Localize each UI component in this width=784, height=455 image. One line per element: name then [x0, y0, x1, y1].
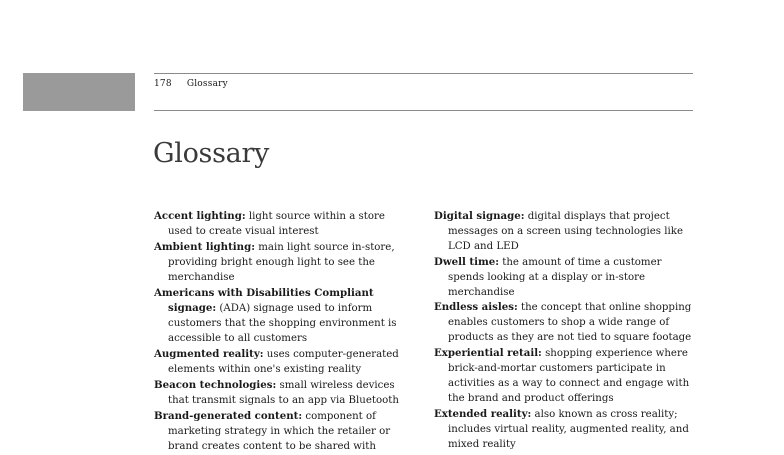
- header-rule-bottom: [154, 110, 693, 111]
- glossary-term: Beacon technologies:: [154, 378, 277, 391]
- glossary-term: Augmented reality:: [154, 348, 264, 361]
- section-name: Glossary: [186, 79, 228, 89]
- glossary-term: Endless aisles:: [434, 301, 518, 314]
- glossary-term: Extended reality:: [434, 407, 532, 420]
- glossary-definition: small wireless devices that transmit signals to an app via Bluetooth: [168, 379, 399, 406]
- glossary-definition: shopping experience where brick-and-mortar customers participate in activities as a way to connect and engage with the brand and product offerings: [448, 348, 690, 404]
- glossary-definition: light source within a store used to create visual interest: [168, 211, 385, 237]
- running-head: [154, 79, 228, 89]
- glossary-entry: [434, 346, 696, 407]
- glossary-definition: main light source in-store, providing bright enough light to see the merchandise: [168, 241, 395, 283]
- glossary-column-right: [434, 209, 696, 453]
- glossary-entry: [434, 209, 696, 255]
- glossary-term: Dwell time:: [434, 255, 499, 268]
- glossary-column-left: [154, 209, 409, 455]
- glossary-term: Americans with Disabilities Compliant signage:: [154, 286, 374, 315]
- chapter-tab-block: [23, 73, 135, 111]
- glossary-term: Ambient lighting:: [154, 240, 255, 253]
- glossary-term: Experiential retail:: [434, 347, 542, 360]
- glossary-definition: uses computer-generated elements within one's existing reality: [168, 349, 399, 376]
- glossary-term: Accent lighting:: [154, 210, 246, 222]
- glossary-term: Digital signage:: [434, 210, 525, 222]
- glossary-entry: [154, 209, 409, 240]
- glossary-definition: digital displays that project messages on a screen using technologies like LCD and LED: [448, 211, 683, 252]
- glossary-entry: [154, 409, 409, 455]
- glossary-definition: the amount of time a customer spends looking at a display or in-store merchandise: [448, 256, 662, 298]
- glossary-entry: [434, 255, 696, 301]
- page-number: 178: [154, 79, 172, 89]
- glossary-entry: [434, 407, 696, 453]
- glossary-entry: [154, 378, 409, 409]
- glossary-entry: [154, 347, 409, 378]
- header-rule-top: [154, 73, 693, 74]
- glossary-entry: [154, 240, 409, 286]
- page-title: Glossary: [153, 138, 270, 170]
- glossary-term: Brand-generated content:: [154, 409, 303, 422]
- glossary-definition: component of marketing strategy in which the retailer or brand creates content to be shared with: [168, 410, 391, 452]
- glossary-definition: (ADA) signage used to inform customers that the shopping environment is accessible to all customers: [168, 303, 397, 345]
- glossary-definition: the concept that online shopping enables customers to shop a wide range of products as they are not tied to square footage: [448, 302, 692, 344]
- glossary-entry: [154, 286, 409, 348]
- glossary-entry: [434, 300, 696, 346]
- glossary-definition: also known as cross reality; includes virtual reality, augmented reality, and mixed reality: [448, 408, 689, 450]
